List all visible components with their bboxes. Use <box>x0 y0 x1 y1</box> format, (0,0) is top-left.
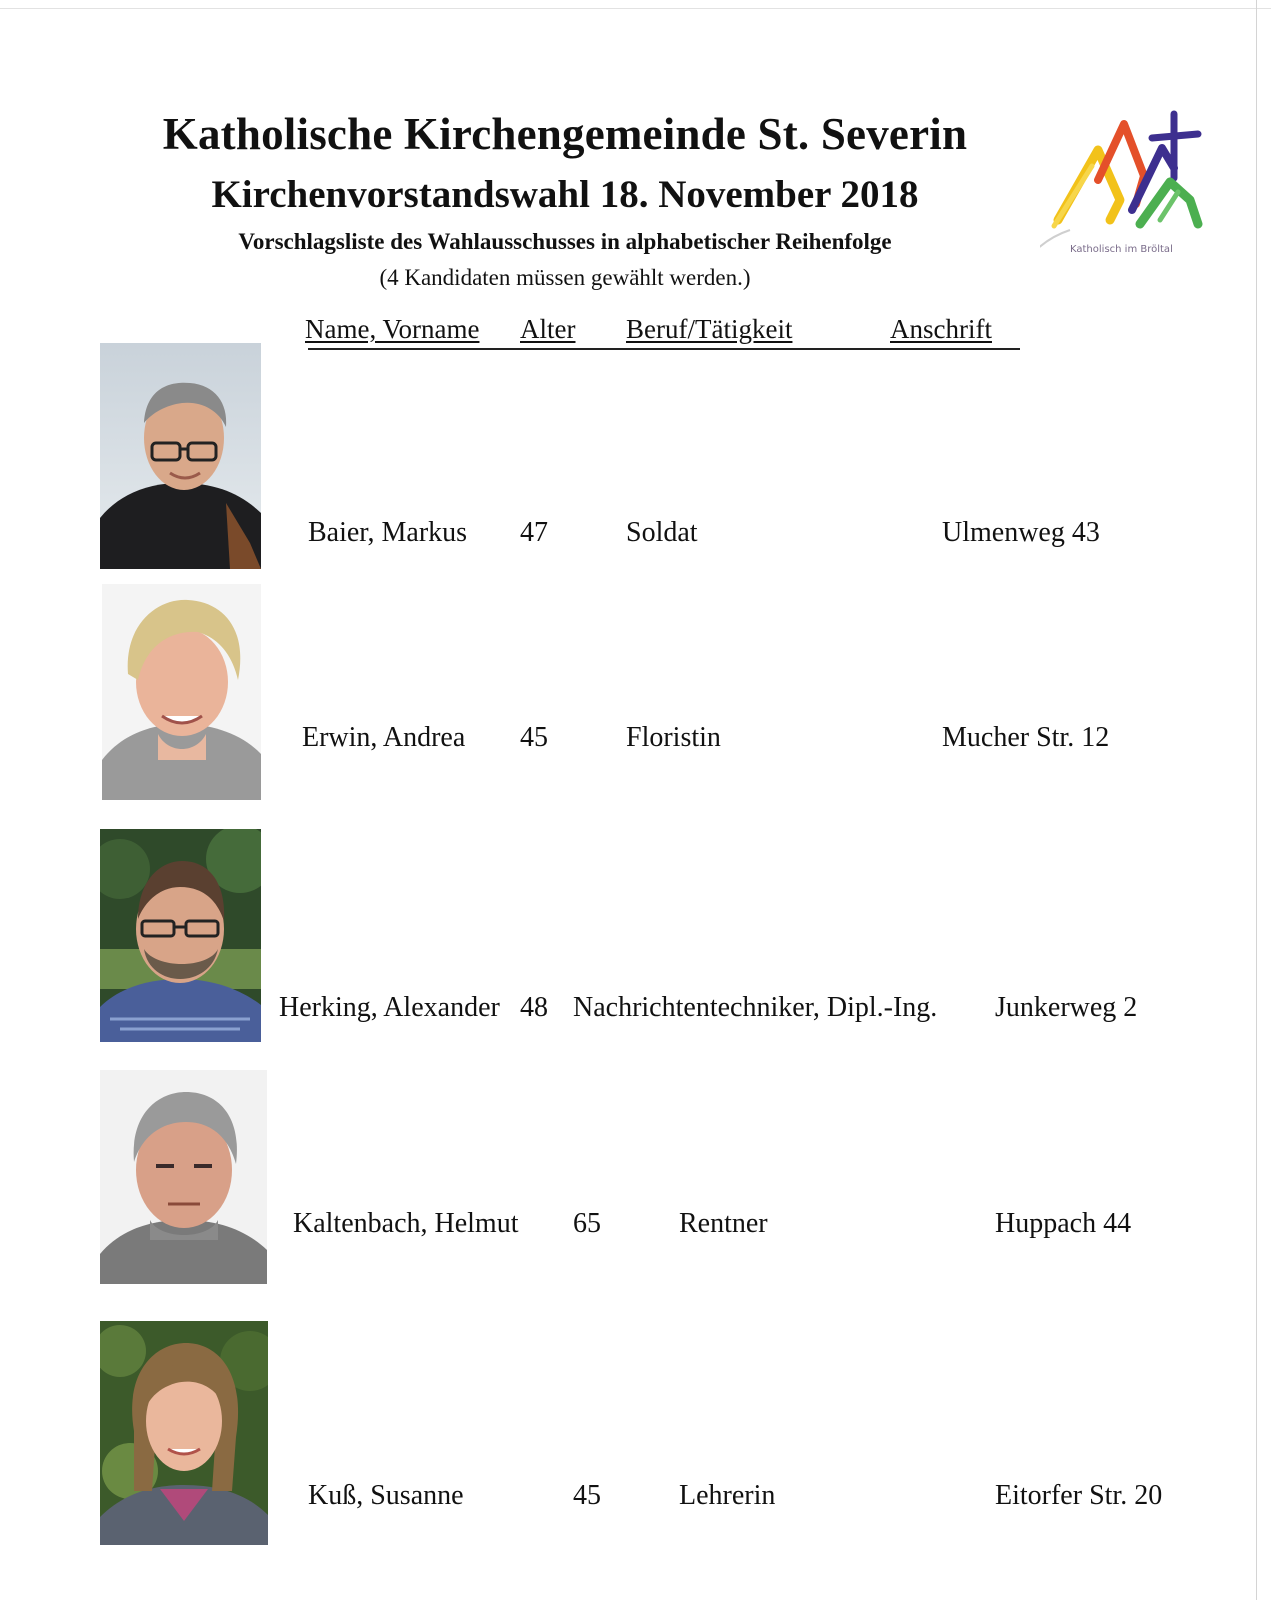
header-name: Name, Vorname <box>305 314 480 344</box>
logo-swoosh <box>1040 230 1070 252</box>
candidate-age-herking: 48 <box>520 992 548 1023</box>
candidate-address-herking: Junkerweg 2 <box>995 992 1138 1023</box>
list-description: Vorschlagsliste des Wahlausschusses in alphabetischer Reihenfolge <box>238 229 892 254</box>
candidate-photo-erwin <box>102 584 261 800</box>
candidate-photo-herking <box>100 829 261 1042</box>
document-title: Katholische Kirchengemeinde St. Severin <box>162 109 968 159</box>
candidate-name-kuss: Kuß, Susanne <box>308 1480 464 1511</box>
candidate-address-kuss: Eitorfer Str. 20 <box>995 1480 1163 1511</box>
candidate-age-erwin: 45 <box>520 722 548 753</box>
page-top-edge <box>0 8 1271 9</box>
header-age: Alter <box>520 314 576 344</box>
candidate-photo-baier <box>100 343 261 569</box>
candidate-name-kaltenbach: Kaltenbach, Helmut <box>293 1208 519 1239</box>
candidate-age-baier: 47 <box>520 517 548 548</box>
candidate-photo-kuss <box>100 1321 268 1545</box>
header-rule <box>308 348 1020 350</box>
header-occupation: Beruf/Tätigkeit <box>626 314 793 344</box>
header-address: Anschrift <box>890 314 992 344</box>
candidate-age-kaltenbach: 65 <box>573 1208 601 1239</box>
candidate-photo-kaltenbach <box>100 1070 267 1284</box>
election-subtitle: Kirchenvorstandswahl 18. November 2018 <box>211 173 919 216</box>
candidate-address-baier: Ulmenweg 43 <box>942 517 1100 548</box>
candidate-occupation-erwin: Floristin <box>626 722 721 753</box>
candidate-name-herking: Herking, Alexander <box>279 992 500 1023</box>
candidate-address-erwin: Mucher Str. 12 <box>942 722 1110 753</box>
election-note: (4 Kandidaten müssen gewählt werden.) <box>379 265 751 290</box>
candidate-occupation-baier: Soldat <box>626 517 698 548</box>
candidate-age-kuss: 45 <box>573 1480 601 1511</box>
logo-caption: Katholisch im Bröltal <box>1070 244 1173 255</box>
candidate-name-baier: Baier, Markus <box>308 517 468 548</box>
candidate-occupation-kaltenbach: Rentner <box>679 1208 768 1239</box>
candidate-address-kaltenbach: Huppach 44 <box>995 1208 1132 1239</box>
page-right-edge <box>1256 0 1257 1600</box>
logo-cross-horizontal <box>1152 134 1198 138</box>
candidate-name-erwin: Erwin, Andrea <box>302 722 466 753</box>
candidate-occupation-kuss: Lehrerin <box>679 1480 776 1511</box>
candidate-occupation-herking: Nachrichtentechniker, Dipl.-Ing. <box>573 992 938 1023</box>
logo-yellow-stroke <box>1054 166 1092 226</box>
